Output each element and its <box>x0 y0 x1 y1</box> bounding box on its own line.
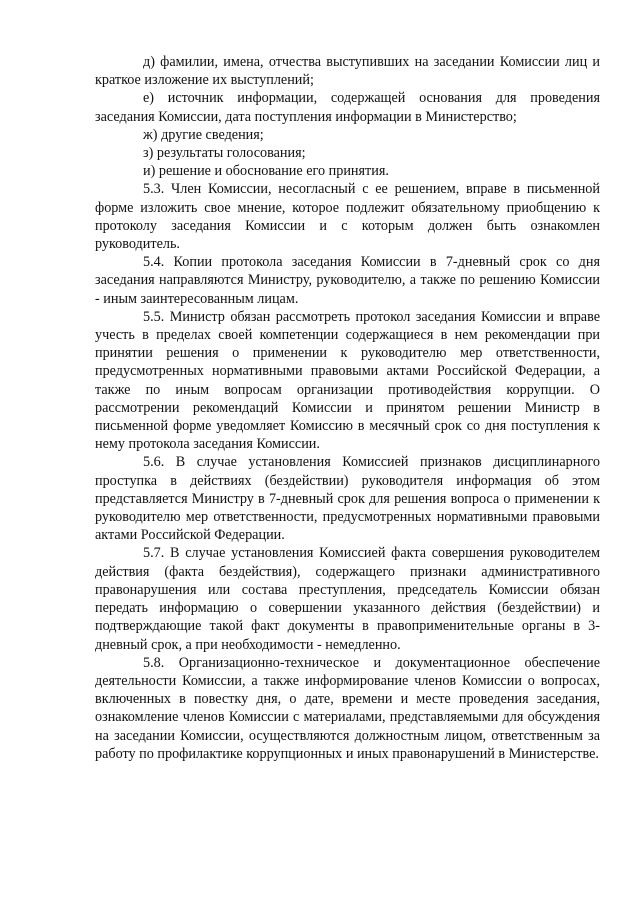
clause-5-6: 5.6. В случае установления Комиссией признаков дисциплинарного проступка в действиях (бездействии) руководителя информация об этом представляется Министру в 7-дневный срок для решения вопроса о применении к руководителю мер ответственности, предусмотренных нормативными правовыми актами Российской Федерации. <box>95 454 600 544</box>
document-body <box>95 53 600 763</box>
clause-5-4: 5.4. Копии протокола заседания Комиссии в 7-дневный срок со дня заседания направляются Министру, руководителю, а также по решению Комиссии - иным заинтересованным лицам. <box>95 254 600 307</box>
clause-5-5: 5.5. Министр обязан рассмотреть протокол заседания Комиссии и вправе учесть в пределах своей компетенции содержащиеся в нем рекомендации при принятии решения о применении к руководителю мер ответственности, предусмотренных нормативными правовыми актами Российской Федерации, а также по иным вопросам организации противодействия коррупции. О рассмотрении рекомендаций Комиссии и принятом решении Министр в письменной форме уведомляет Комиссию в месячный срок со дня поступления к нему протокола заседания Комиссии. <box>95 308 600 453</box>
list-item-e: е) источник информации, содержащей основания для проведения заседания Комиссии, дата поступления информации в Министерство; <box>95 90 600 125</box>
list-item-zh: ж) другие сведения; <box>143 126 264 143</box>
clause-5-7: 5.7. В случае установления Комиссией факта совершения руководителем действия (факта бездействия), содержащего признаки административного правонарушения или состава преступления, председатель Комиссии обязан передать информацию о совершении указанного действия (бездействии) и подтверждающие такой факт документы в правоприменительные органы в 3-дневный срок, а при необходимости - немедленно. <box>95 545 600 653</box>
clause-5-8: 5.8. Организационно-техническое и документационное обеспечение деятельности Комиссии, а также информирование членов Комиссии о вопросах, включенных в повестку дня, о дате, времени и месте проведения заседания, ознакомление членов Комиссии с материалами, представляемыми для обсуждения на заседании Комиссии, осуществляются должностным лицом, ответственным за работу по профилактике коррупционных и иных правонарушений в Министерстве. <box>95 654 600 762</box>
list-item-d: д) фамилии, имена, отчества выступивших на заседании Комиссии лиц и краткое изложение их выступлений; <box>95 54 600 89</box>
list-item-i: и) решение и обоснование его принятия. <box>143 163 389 180</box>
clause-5-3: 5.3. Член Комиссии, несогласный с ее решением, вправе в письменной форме изложить свое мнение, которое подлежит обязательному приобщению к протоколу заседания Комиссии и с которым должен быть ознакомлен руководитель. <box>95 181 600 253</box>
list-item-z: з) результаты голосования; <box>143 145 306 162</box>
